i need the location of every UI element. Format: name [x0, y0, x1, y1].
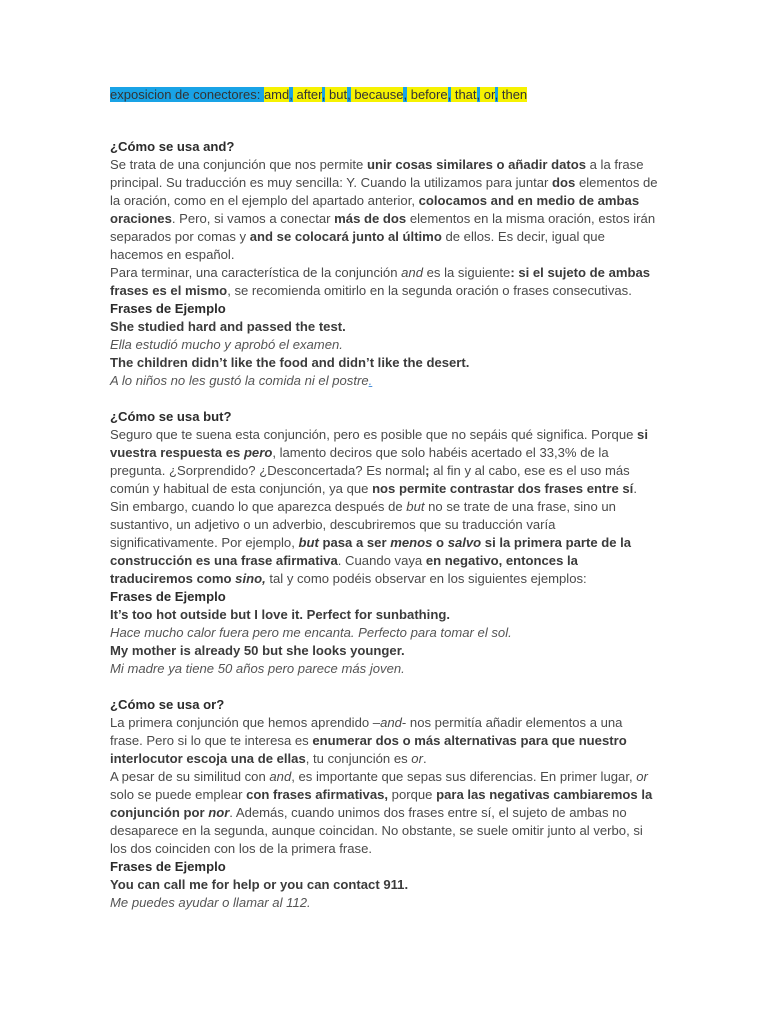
section-heading-but: ¿Cómo se usa but?	[110, 409, 232, 424]
text-run: Para terminar, una característica de la conjunción	[110, 265, 402, 280]
text-run: .	[422, 751, 427, 766]
and-paragraph-2	[110, 264, 658, 300]
text-run: but	[406, 499, 425, 514]
text-run: al fin y al cabo, ese es el uso más común y habitual de esta conjunción, ya que	[110, 463, 630, 496]
text-run: solo se puede emplear	[110, 787, 247, 802]
section-heading-or: ¿Cómo se usa or?	[110, 697, 225, 712]
text-run: or	[636, 769, 648, 784]
text-run: unir cosas similares o añadir datos	[366, 157, 586, 172]
title-comma: ,	[447, 87, 452, 102]
or-paragraph-1	[110, 714, 658, 768]
text-run: .	[633, 481, 637, 496]
text-run: . Además, cuando unimos dos frases entre sí, el sujeto de ambas no desaparece en la segunda, aunque coincidan. No obstante, se suele omitir junto al verbo, si los dos coinciden con los de la primera frase.	[110, 805, 643, 856]
text-run: a la frase principal. Su traducción es muy sencilla: Y. Cuando la utilizamos para juntar	[110, 157, 644, 190]
text-run: - nos permitía añadir elementos a una frase. Pero si lo que te interesa es	[110, 715, 623, 748]
text-run: or	[411, 751, 423, 766]
text-run: and	[401, 265, 423, 280]
text-run: ;	[425, 463, 430, 478]
but-example-1: It’s too hot outside but I love it. Perfect for sunbathing.	[110, 607, 450, 622]
or-example-1: You can call me for help or you can contact 911.	[110, 877, 409, 892]
and-example-2: The children didn’t like the food and didn’t like the desert.	[110, 355, 470, 370]
title-prefix: exposicion de conectores:	[110, 87, 264, 102]
section-heading-and: ¿Cómo se usa and?	[110, 139, 235, 154]
text-run: and	[269, 769, 292, 784]
text-run: Seguro que te suena esta conjunción, pero es posible que no sepáis qué significa. Porque	[110, 427, 638, 442]
title-connector-but: but	[325, 87, 348, 102]
text-run: de ellos. Es decir, igual que hacemos en español.	[110, 229, 605, 262]
text-run: con frases afirmativas,	[246, 787, 389, 802]
text-run: , se recomienda omitirlo en la segunda oración o frases consecutivas.	[227, 283, 632, 298]
text-run: colocamos and en medio de ambas oraciones	[110, 193, 640, 226]
and-translation-1: Ella estudió mucho y aprobó el examen.	[110, 337, 343, 352]
document-title	[110, 87, 527, 103]
title-connector-that: that	[451, 87, 477, 102]
title-connectors	[264, 87, 527, 102]
text-run: nos permite contrastar dos frases entre sí	[372, 481, 634, 496]
text-run: , es importante que sepas sus diferencias. En primer lugar,	[291, 769, 637, 784]
title-connector-before: before	[407, 87, 448, 102]
text-run: and se colocará junto al último	[249, 229, 442, 244]
text-run: en negativo, entonces la traduciremos como	[110, 553, 578, 586]
text-run: si la primera parte de la construcción es una frase afirmativa	[110, 535, 632, 568]
but-translation-1: Hace mucho calor fuera pero me encanta. Perfecto para tomar el sol.	[110, 625, 512, 640]
text-run: pasa a ser	[318, 535, 391, 550]
text-run: : si el sujeto de ambas frases es el mismo	[110, 265, 651, 298]
but-paragraph-2	[110, 498, 658, 588]
text-run: o	[432, 535, 448, 550]
text-run: pero	[243, 445, 273, 460]
but-example-2: My mother is already 50 but she looks younger.	[110, 643, 405, 658]
text-run: elementos en la misma oración, estos irán separados por comas y	[110, 211, 656, 244]
but-examples-heading: Frases de Ejemplo	[110, 589, 226, 604]
title-connector-amd: amd	[263, 87, 290, 102]
text-run: tal y como podéis observar en los siguientes ejemplos:	[265, 571, 587, 586]
text-run: La primera conjunción que hemos aprendido –	[110, 715, 381, 730]
and-translation-2	[110, 372, 658, 390]
link-period[interactable]: .	[368, 373, 373, 388]
and-example-1: She studied hard and passed the test.	[110, 319, 346, 334]
text-run: . Pero, si vamos a conectar	[171, 211, 335, 226]
text-run: es la siguiente	[422, 265, 511, 280]
text-run: dos	[552, 175, 576, 190]
text-run: elementos de la oración, como en el ejemplo del apartado anterior,	[110, 175, 658, 208]
text-run: . Cuando vaya	[337, 553, 426, 568]
or-examples-heading: Frases de Ejemplo	[110, 859, 226, 874]
title-connector-then: then	[498, 87, 528, 102]
text-run: nor	[208, 805, 230, 820]
text-run: sino,	[235, 571, 266, 586]
title-comma: ,	[347, 87, 351, 102]
text-run: porque	[388, 787, 437, 802]
but-paragraph-1	[110, 426, 658, 498]
but-translation-2: Mi madre ya tiene 50 años pero parece más joven.	[110, 661, 405, 676]
title-connector-or: or	[480, 87, 495, 102]
or-translation-1: Me puedes ayudar o llamar al 112.	[110, 895, 311, 910]
title-comma: ,	[403, 87, 408, 102]
document-body	[110, 138, 658, 912]
and-translation-2-text: A lo niños no les gustó la comida ni el postre	[110, 373, 369, 388]
text-run: Se trata de una conjunción que nos permite	[110, 157, 367, 172]
text-run: no se trate de una frase, sino un sustantivo, un adjetivo o un adverbio, descubriremos que su traducción varía significativamente. Por ejemplo,	[110, 499, 616, 550]
title-connector-because: because	[350, 87, 404, 102]
text-run: salvo	[447, 535, 482, 550]
text-run: and	[380, 715, 402, 730]
text-run: , tu conjunción es	[305, 751, 412, 766]
title-comma: ,	[321, 87, 326, 102]
text-run: más de dos	[334, 211, 407, 226]
text-run: enumerar dos o más alternativas para que nuestro interlocutor escoja una de ellas	[110, 733, 627, 766]
title-comma: ,	[476, 87, 481, 102]
text-run: Sin embargo, cuando lo que aparezca después de	[110, 499, 407, 514]
title-comma: ,	[494, 87, 499, 102]
title-comma: ,	[289, 87, 293, 102]
text-run: but	[298, 535, 319, 550]
text-run: si vuestra respuesta es	[110, 427, 648, 460]
text-run: para las negativas cambiaremos la conjunción por	[110, 787, 653, 820]
title-connector-after: after	[292, 87, 322, 102]
text-run: , lamento deciros que solo habéis acertado el 33,3% de la pregunta. ¿Sorprendido? ¿Desconcertada? Es normal	[110, 445, 609, 478]
or-paragraph-2	[110, 768, 658, 858]
and-paragraph-1	[110, 156, 658, 264]
text-run: A pesar de su similitud con	[110, 769, 270, 784]
text-run: menos	[390, 535, 433, 550]
and-examples-heading: Frases de Ejemplo	[110, 301, 226, 316]
